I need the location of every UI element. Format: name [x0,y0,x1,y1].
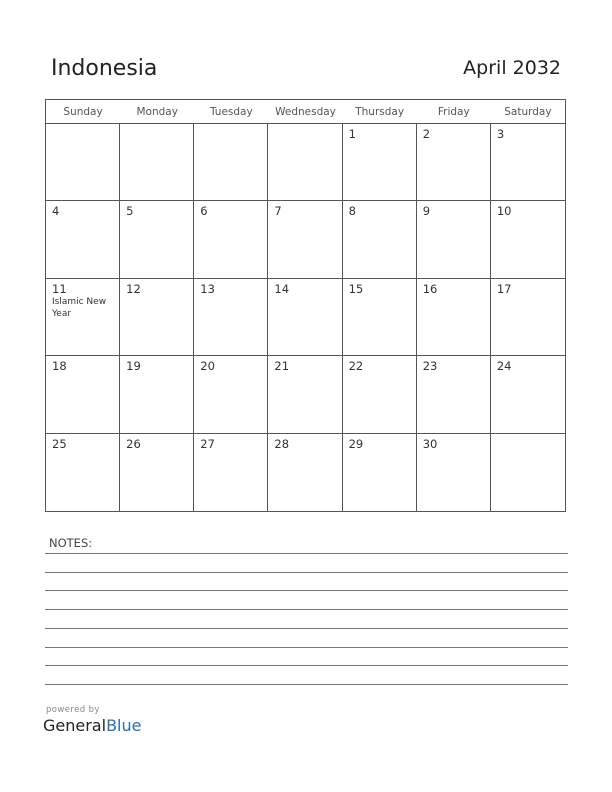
day-number: 13 [200,281,215,296]
holiday-label: Islamic New Year [52,296,107,319]
day-number: 21 [274,359,290,374]
day-number: 6 [200,204,208,219]
day-number: 16 [422,281,438,296]
day-number: 17 [496,281,512,296]
day-cell [46,201,120,278]
day-cell [268,201,342,278]
day-cell [194,356,268,433]
day-number: 3 [496,127,505,141]
note-line [45,665,568,666]
brand-logo [43,716,141,735]
weekday-thursday: Thursday [343,100,417,124]
day-number: 28 [274,436,290,451]
day-number: 30 [422,436,438,451]
day-cell [343,201,417,278]
day-cell [46,279,120,356]
brand-blue: Blue [106,716,142,735]
day-number: 26 [126,436,141,451]
day-number: 8 [348,204,356,219]
weekday-tuesday: Tuesday [194,100,268,124]
note-line [45,609,568,610]
weekday-wednesday: Wednesday [268,100,342,124]
day-cell [417,279,491,356]
day-cell [343,434,417,511]
note-line [45,572,568,573]
day-number: 2 [422,127,431,141]
day-number: 11 [52,281,67,296]
day-number: 23 [422,359,438,374]
month-title: April 2032 [463,57,561,79]
day-cell [417,434,491,511]
day-cell [194,434,268,511]
day-cell [194,201,268,278]
note-line [45,684,568,685]
day-number: 19 [126,359,141,374]
day-cell [120,124,194,201]
day-number: 9 [422,204,431,219]
day-cell [46,124,120,201]
day-cell [491,434,565,511]
day-cell [417,356,491,433]
note-line [45,647,568,648]
notes-label: NOTES: [49,536,93,550]
day-cell [46,356,120,433]
day-cell [491,356,565,433]
note-line [45,590,568,591]
day-cell [343,124,417,201]
country-title: Indonesia [51,56,158,81]
day-cell [268,356,342,433]
weekday-friday: Friday [417,100,491,124]
day-number: 18 [52,359,67,374]
day-cell [417,124,491,201]
day-cell [194,279,268,356]
day-number: 29 [348,436,364,451]
day-cell [120,201,194,278]
day-number: 14 [274,281,290,296]
day-number: 1 [348,127,356,141]
day-cell [268,434,342,511]
day-cell [120,434,194,511]
note-line [45,628,568,629]
powered-by-text: powered by [46,705,100,715]
day-cell [120,356,194,433]
day-cell [491,201,565,278]
day-cell [491,124,565,201]
note-line [45,553,568,554]
day-cell [194,124,268,201]
day-cell [417,201,491,278]
day-cell [268,124,342,201]
calendar-grid [45,99,566,512]
weekday-saturday: Saturday [491,100,565,124]
brand-general: General [43,716,107,735]
day-number: 22 [348,359,364,374]
day-number: 5 [126,204,134,219]
weekday-sunday: Sunday [46,100,120,124]
day-cell [46,434,120,511]
day-cell [491,279,565,356]
day-number: 7 [274,204,282,219]
day-cell [343,356,417,433]
day-cell [268,279,342,356]
day-number: 4 [52,204,60,219]
day-number: 20 [200,359,215,374]
day-number: 12 [126,281,141,296]
day-number: 27 [200,436,215,451]
day-number: 10 [496,204,512,219]
weekday-monday: Monday [120,100,194,124]
day-number: 15 [348,281,364,296]
day-cell [120,279,194,356]
day-number: 24 [496,359,512,374]
day-cell [343,279,417,356]
day-number: 25 [52,436,67,451]
